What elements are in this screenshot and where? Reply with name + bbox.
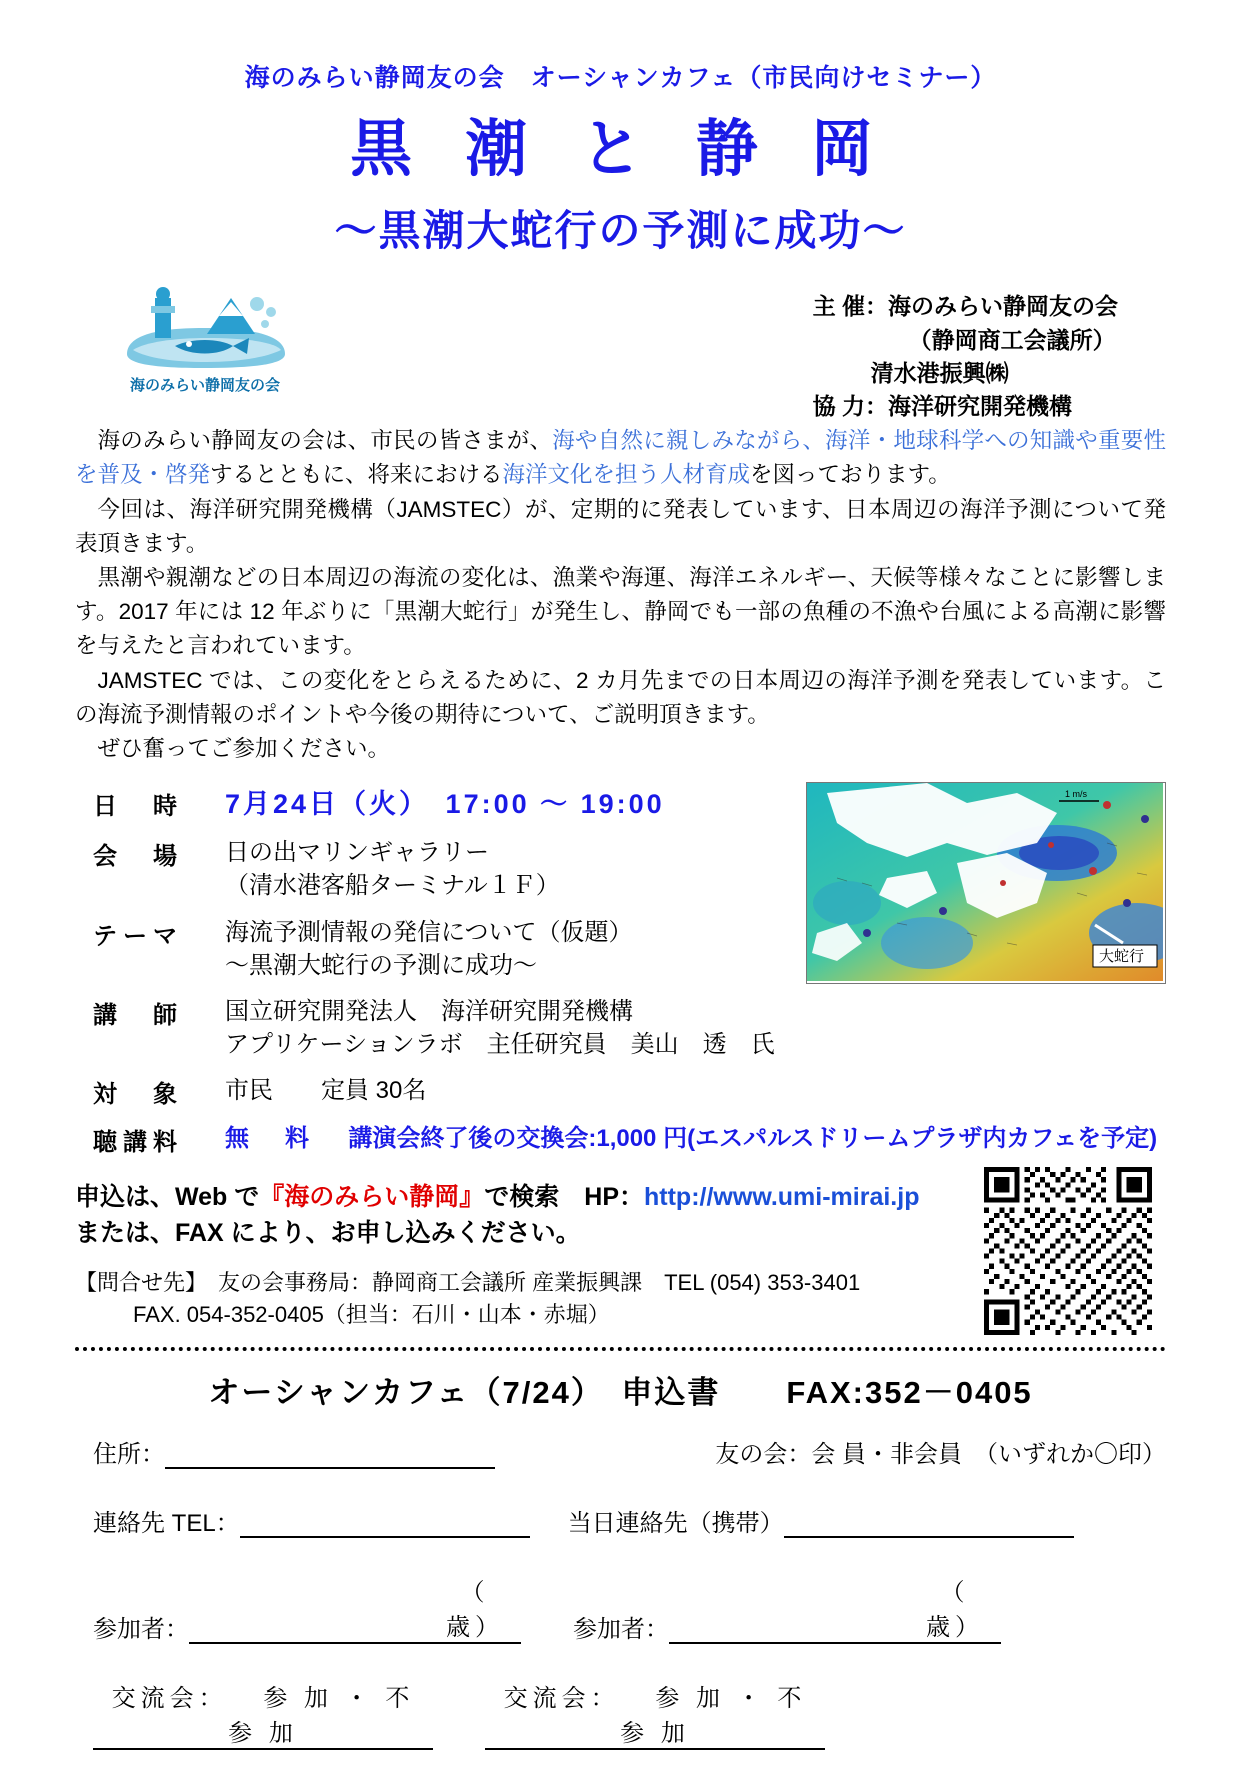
venue-line-1: 日の出マリンギャラリー — [225, 839, 489, 867]
logo-caption: 海のみらい静岡友の会 — [129, 377, 280, 395]
qr-svg-icon — [984, 1167, 1152, 1335]
application-form — [75, 1434, 1166, 1750]
page-title: 黒 潮 と 静 岡 — [350, 115, 891, 184]
cut-line-divider — [75, 1347, 1166, 1351]
detail-row-lecturer — [75, 995, 1166, 1061]
mobile-label: 当日連絡先（携帯） — [567, 1510, 784, 1538]
lecturer-line-2: アプリケーションラボ 主任研究員 美山 透 氏 — [225, 1030, 775, 1058]
address-input[interactable] — [165, 1441, 495, 1469]
logo-svg-icon — [115, 284, 295, 372]
page-subtitle: ～黒潮大蛇行の予測に成功～ — [334, 207, 907, 255]
participant-input-2[interactable] — [669, 1616, 909, 1644]
mobile-input[interactable] — [784, 1510, 1074, 1538]
theme-line-1: 海流予測情報の発信について（仮題） — [225, 918, 633, 946]
organizer-row — [75, 284, 1166, 420]
datetime-label: 日 時 — [93, 793, 183, 821]
target-label: 対 象 — [93, 1080, 183, 1108]
tel-input[interactable] — [240, 1510, 530, 1538]
participant-input-1[interactable] — [189, 1616, 429, 1644]
association-logo — [105, 284, 305, 395]
lecturer-line-1: 国立研究開発法人 海洋研究開発機構 — [225, 997, 633, 1025]
organizer-line-1: 主 催：海のみらい静岡友の会 — [812, 293, 1118, 320]
organizer-line-2: （静岡商工会議所） — [908, 326, 1116, 353]
contact-line-2: FAX. 054-352-0405（担当：石川・山本・赤堀） — [133, 1302, 610, 1328]
website-url-link[interactable]: http://www.umi-mirai.jp — [644, 1182, 920, 1211]
exchange-label-1: 交流会： — [111, 1685, 228, 1713]
participant-label-2: 参加者： — [573, 1616, 669, 1644]
p1-part-b: するとともに、将来における — [210, 462, 503, 488]
form-row-tel — [75, 1503, 1166, 1538]
fee-note-label: 講演会終了後の交換会:1,000 円(エスパルスドリームプラザ内カフェを予定) — [348, 1124, 1158, 1152]
p1-part-c: を図っております。 — [750, 462, 951, 488]
fee-free-label: 無 料 — [225, 1124, 315, 1152]
p1-part-a: 海のみらい静岡友の会は、市民の皆さまが、 — [97, 428, 553, 454]
apply-line-2: または、FAX により、お申し込みください。 — [75, 1219, 581, 1248]
paragraph-2: 今回は、海洋研究開発機構（JAMSTEC）が、定期的に発表しています、日本周辺の海洋予測について発表頂きます。 — [75, 496, 1166, 556]
tel-label: 連絡先 TEL： — [93, 1510, 240, 1538]
exchange-label-2: 交流会： — [503, 1685, 620, 1713]
p1-highlight-1: 海や自然に親しみながら、海洋・地球科学への知識や重要性を普及・啓発 — [75, 428, 1166, 488]
lecturer-label: 講 師 — [93, 1001, 183, 1029]
detail-row-target — [75, 1074, 1166, 1109]
exchange-value-2[interactable]: 参 加 ・ 不 参 加 — [620, 1685, 807, 1748]
exchange-field-1[interactable] — [93, 1678, 433, 1750]
participant-age-2[interactable]: （ 歳） — [909, 1572, 1001, 1644]
apply-text-a: 申込は、Web で — [75, 1182, 260, 1211]
venue-value — [225, 836, 560, 902]
apply-text-b: で検索 HP： — [484, 1182, 645, 1211]
form-row-address — [75, 1434, 1166, 1469]
map-annotation-label: 大蛇行 — [1099, 948, 1145, 966]
apply-block — [75, 1179, 1166, 1331]
target-value: 市民 定員 30名 — [225, 1076, 427, 1104]
paragraph-3: 黒潮や親潮などの日本周辺の海流の変化は、漁業や海運、海洋エネルギー、天候等様々なことに影響します。2017 年には 12 年ぶりに「黒潮大蛇行」が発生し、静岡でも一部の魚種の不漁や台風による高潮に影響を与えたと言われています。 — [75, 564, 1166, 659]
apply-search-keyword: 『海のみらい静岡』 — [259, 1182, 485, 1211]
logo-art-icon — [115, 284, 295, 372]
exchange-field-2[interactable] — [485, 1678, 825, 1750]
venue-line-2: （清水港客船ターミナル１Ｆ） — [225, 872, 560, 900]
p1-highlight-2: 海洋文化を担う人材育成 — [502, 462, 751, 488]
theme-line-2: ～黒潮大蛇行の予測に成功～ — [225, 951, 537, 979]
participant-age-1[interactable]: （ 歳） — [429, 1572, 521, 1644]
kicker-text: 海のみらい静岡友の会 オーシャンカフェ（市民向けセミナー） — [244, 64, 997, 92]
membership-label[interactable]: 友の会：会 員・非会員 （いずれか〇印） — [715, 1441, 1166, 1469]
paragraph-1 — [75, 424, 1166, 492]
qr-code-image — [984, 1167, 1152, 1335]
fee-label: 聴講料 — [93, 1128, 183, 1156]
organizer-line-4: 協 力：海洋研究開発機構 — [812, 393, 1072, 420]
paragraph-5: ぜひ奮ってご参加ください。 — [97, 735, 391, 761]
organizer-line-3: 清水港振興㈱ — [870, 359, 1009, 386]
detail-row-fee — [75, 1122, 1166, 1157]
address-label: 住所： — [93, 1441, 165, 1469]
ocean-current-map-figure — [806, 782, 1166, 984]
fee-value — [225, 1122, 1157, 1155]
contact-line-1: 【問合せ先】 友の会事務局：静岡商工会議所 産業振興課 TEL (054) 353-3401 — [75, 1270, 861, 1296]
form-row-participants — [75, 1572, 1166, 1644]
theme-value — [225, 916, 633, 982]
venue-label: 会 場 — [93, 843, 183, 871]
paragraph-4: JAMSTEC では、この変化をとらえるために、2 カ月先までの日本周辺の海洋予測を発表しています。この海流予測情報のポイントや今後の期待について、ご説明頂きます。 — [75, 667, 1166, 727]
form-row-exchange — [75, 1678, 1166, 1750]
theme-label: テーマ — [93, 922, 183, 950]
map-svg-icon — [807, 783, 1163, 981]
exchange-value-1[interactable]: 参 加 ・ 不 参 加 — [228, 1685, 415, 1748]
details-block — [75, 786, 1166, 1157]
form-title: オーシャンカフェ（7/24） 申込書 FAX:352－0405 — [208, 1375, 1033, 1411]
datetime-value: 7月24日（火） 17:00 ～ 19:00 — [225, 789, 665, 820]
map-scale-label: 1 m/s — [1065, 789, 1088, 800]
body-text — [75, 424, 1166, 766]
organizer-info — [813, 284, 1118, 423]
participant-label-1: 参加者： — [93, 1616, 189, 1644]
lecturer-value — [225, 995, 775, 1061]
